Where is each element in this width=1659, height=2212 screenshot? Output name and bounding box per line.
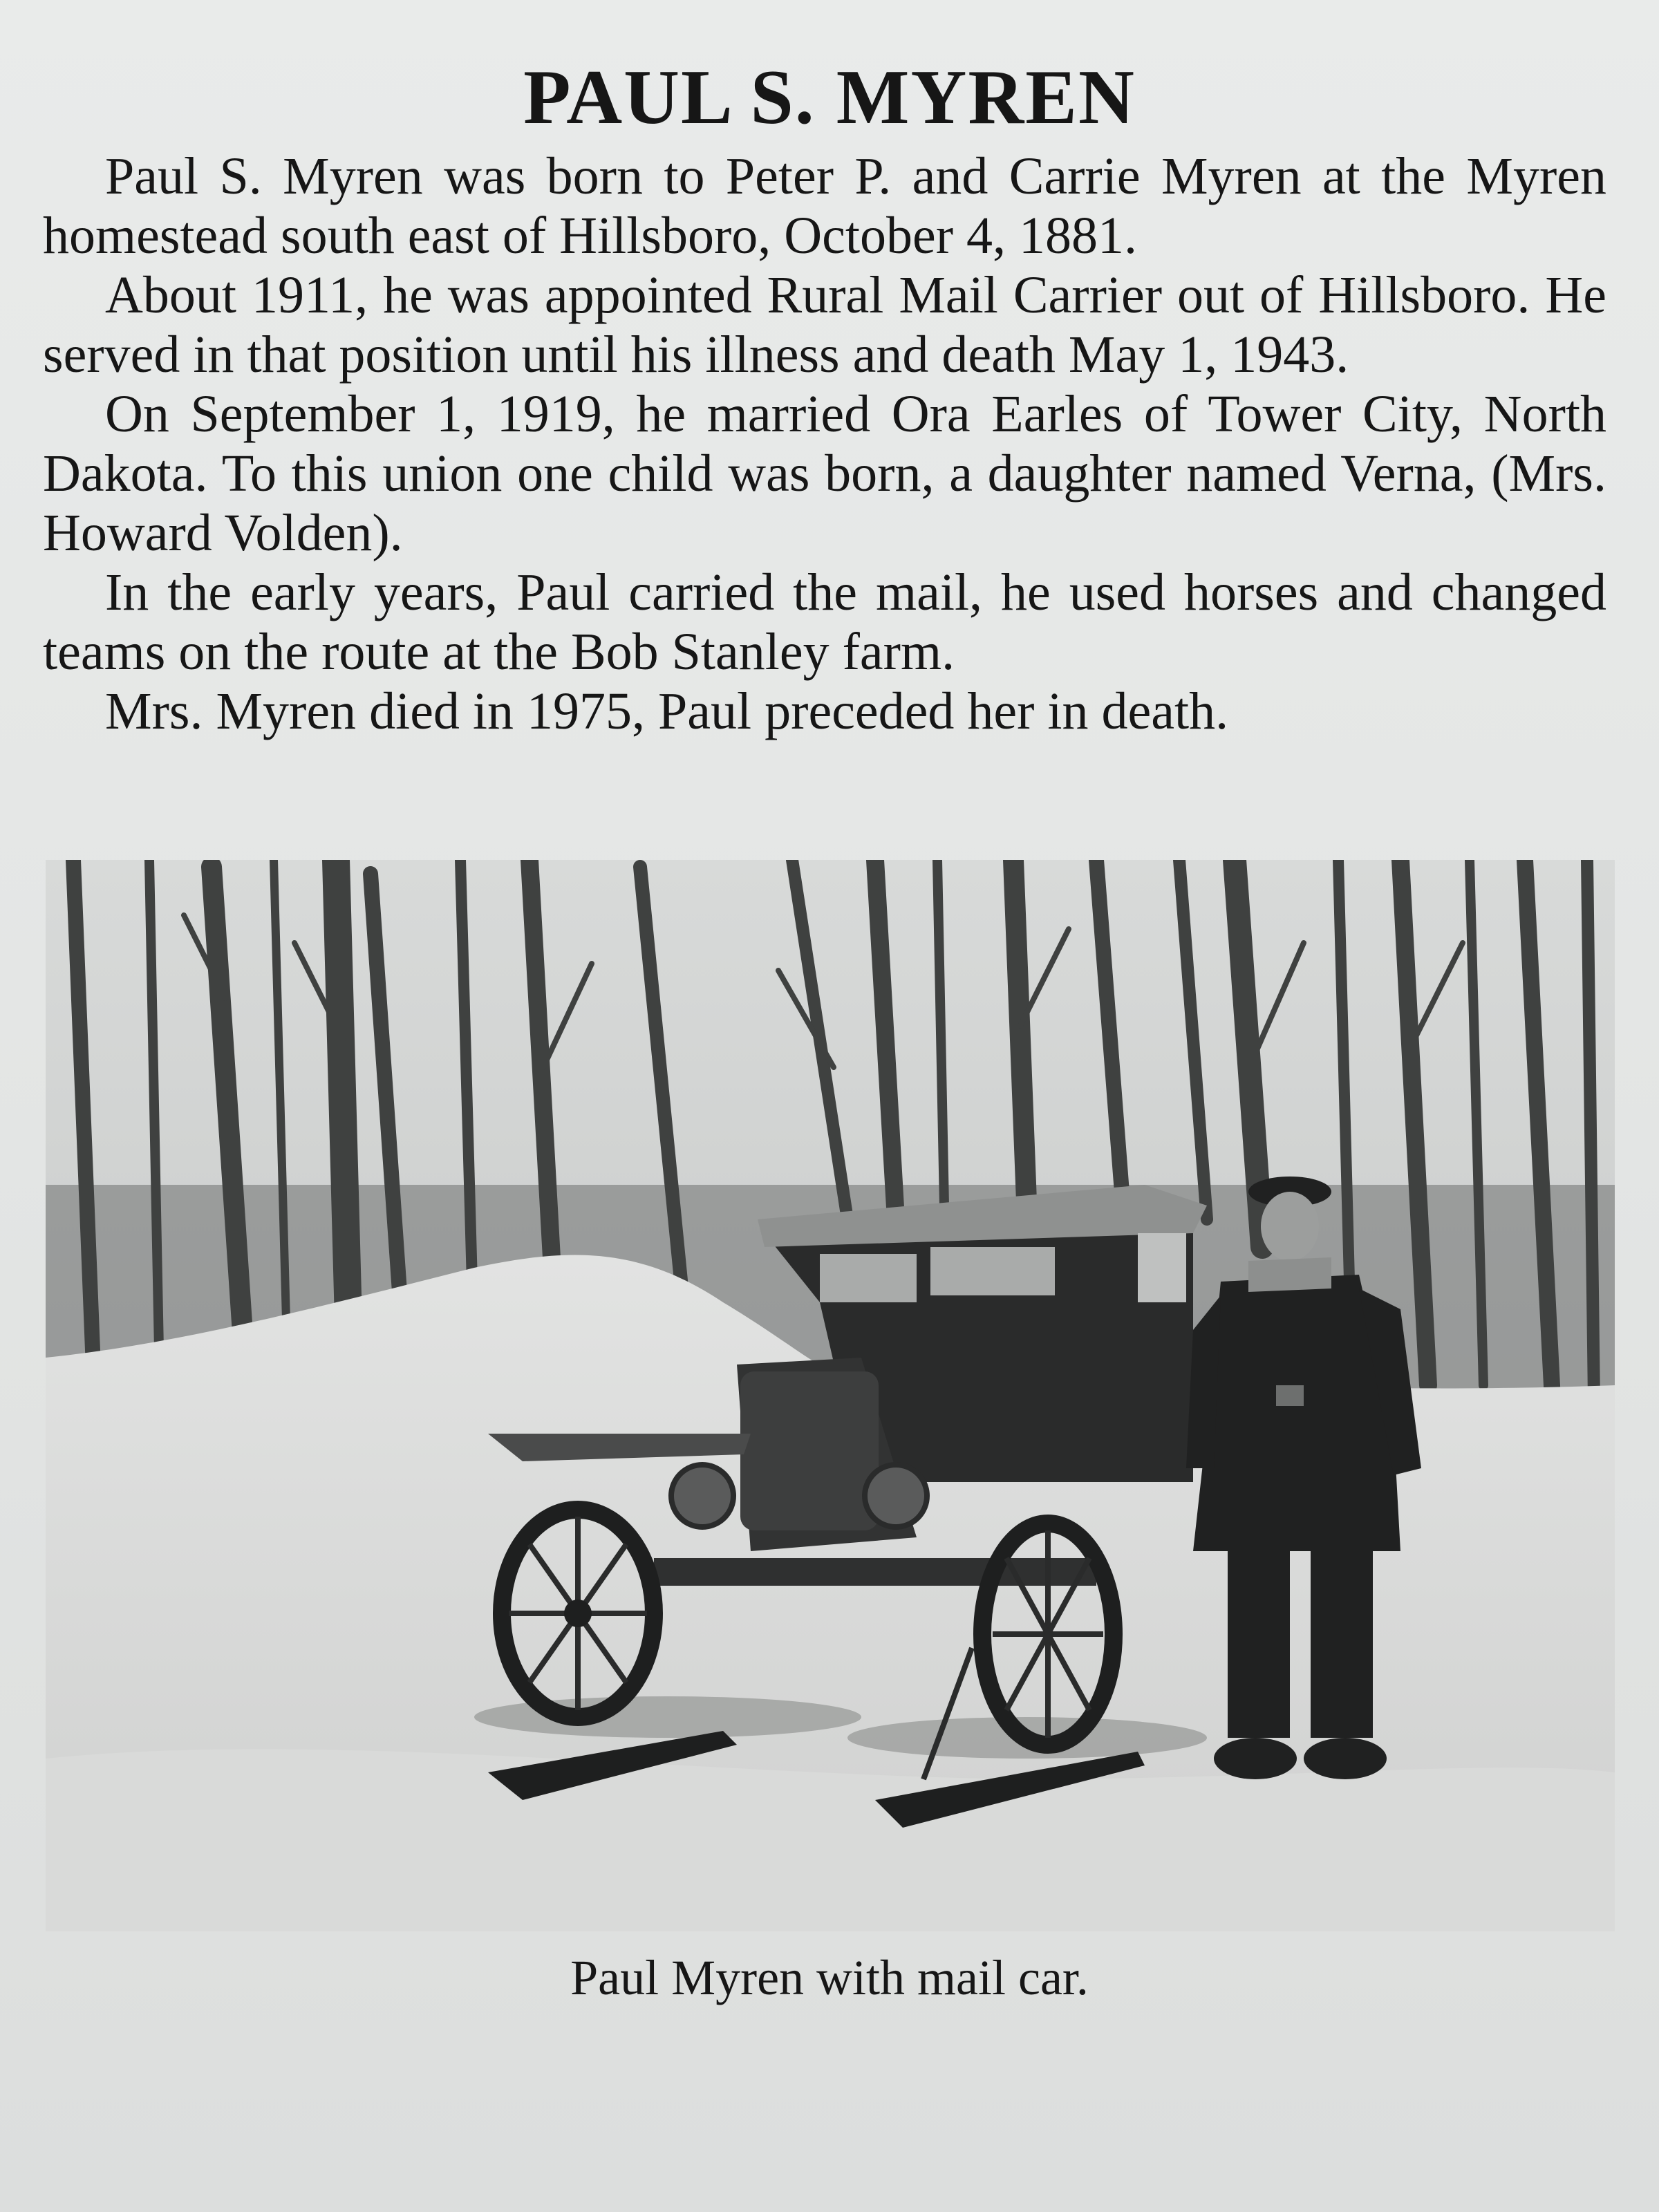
article-body (43, 147, 1606, 741)
mail-car-photo (46, 860, 1615, 1931)
article-title: PAUL S. MYREN (523, 55, 1136, 140)
photo-caption: Paul Myren with mail car. (570, 1950, 1089, 2005)
paragraph-mail-carrier: About 1911, he was appointed Rural Mail Carrier out of Hillsboro. He served in that position until his illness and death May 1, 1943. (43, 266, 1606, 384)
paragraph-horses: In the early years, Paul carried the mail, he used horses and changed teams on the route at the Bob Stanley farm. (43, 563, 1606, 681)
paragraph-death: Mrs. Myren died in 1975, Paul preceded her in death. (105, 682, 1229, 740)
paragraph-marriage: On September 1, 1919, he married Ora Earles of Tower City, North Dakota. To this union one child was born, a daughter named Verna, (Mrs. Howard Volden). (43, 385, 1606, 562)
paragraph-birth: Paul S. Myren was born to Peter P. and Carrie Myren at the Myren homestead south east of Hillsboro, October 4, 1881. (43, 147, 1606, 265)
